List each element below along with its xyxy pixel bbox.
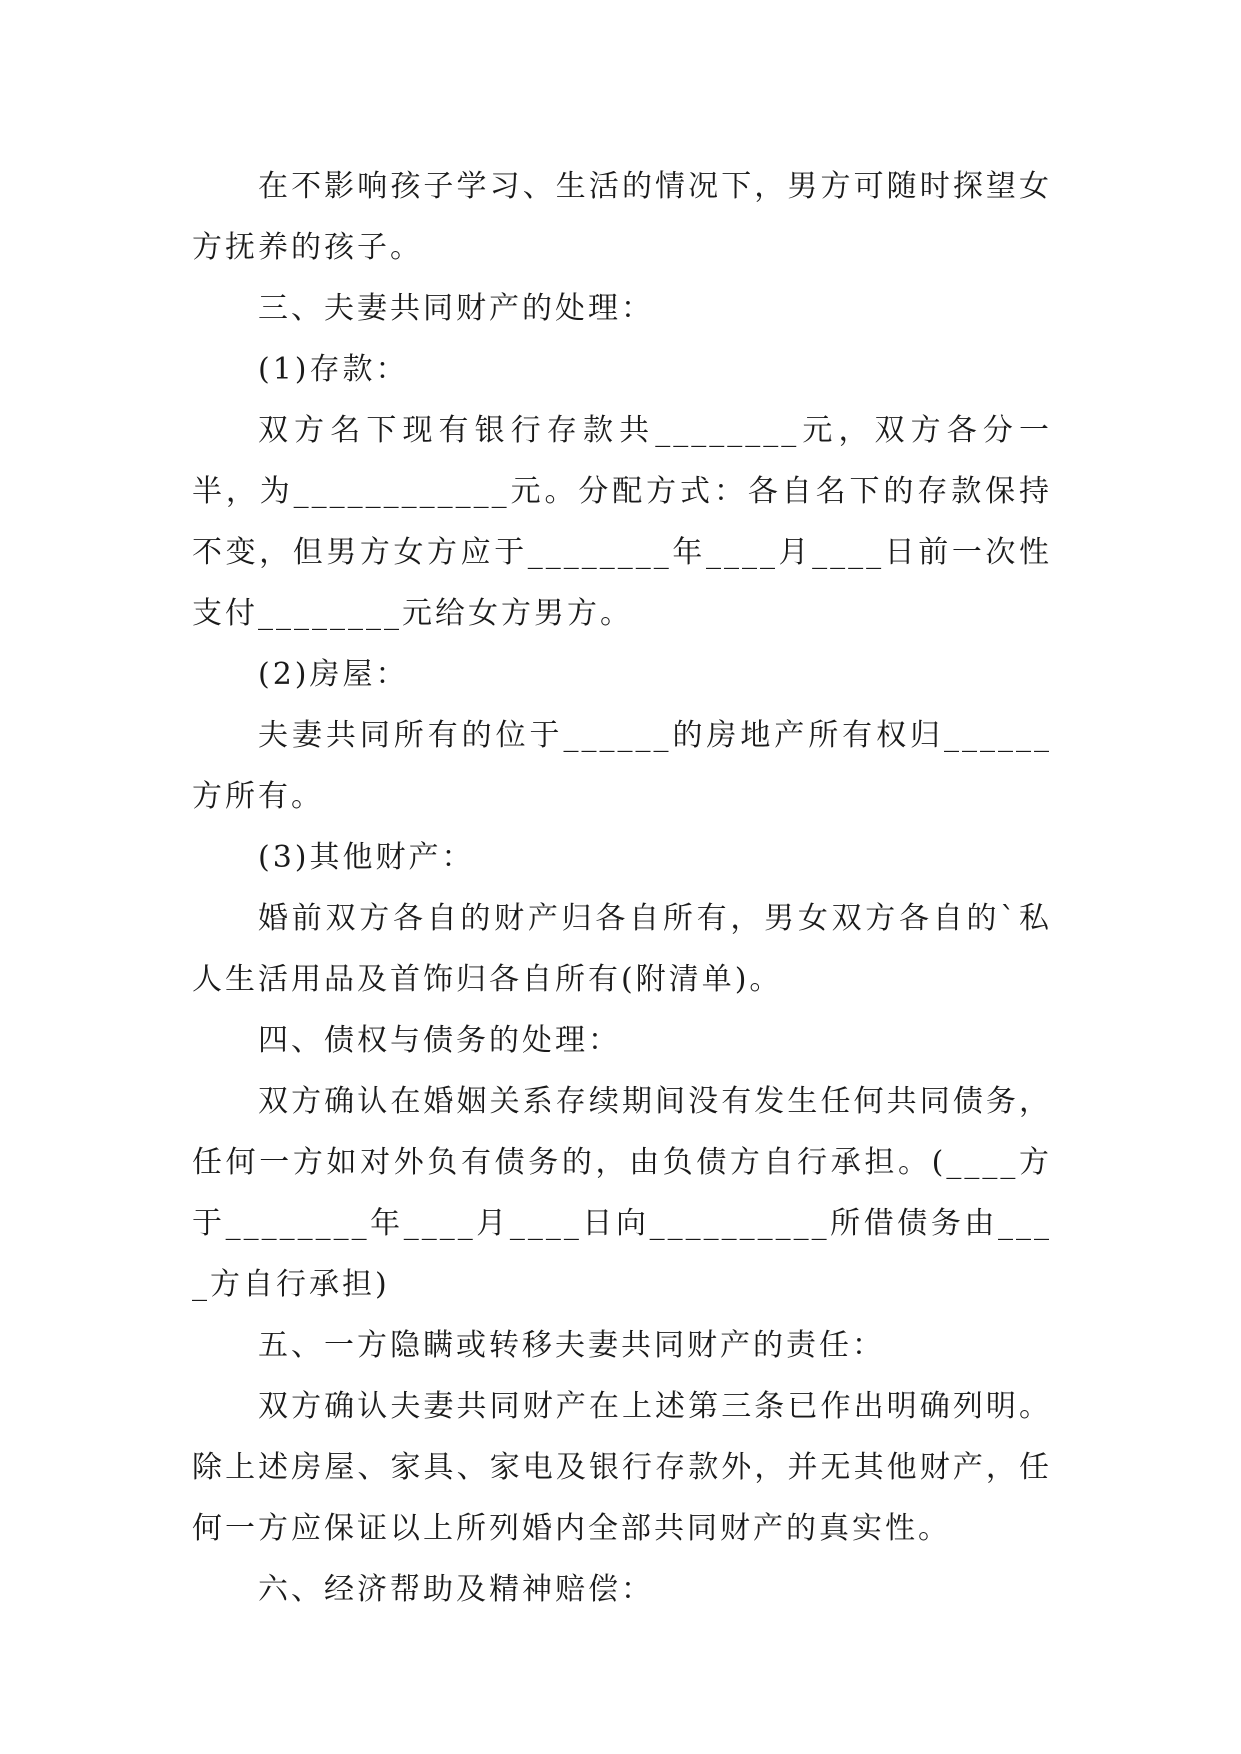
paragraph-deposits: 双方名下现有银行存款共________元，双方各分一半，为____________元。分配方式：各自名下的存款保持不变，但男方女方应于________年____月____日前一次性支付________元给女方男方。 (192, 413, 1052, 631)
paragraph-visitation: 在不影响孩子学习、生活的情况下，男方可随时探望女方抚养的孩子。 (192, 169, 1052, 265)
heading-concealment: 五、一方隐瞒或转移夫妻共同财产的责任： (258, 1328, 885, 1363)
subheading-house: (2)房屋： (258, 657, 409, 692)
paragraph-debts: 双方确认在婚姻关系存续期间没有发生任何共同债务，任何一方如对外负有债务的，由负债方自行承担。(____方于________年____月____日向__________所借债务由____方自行承担) (192, 1084, 1052, 1302)
paragraph-house: 夫妻共同所有的位于______的房地产所有权归______方所有。 (192, 718, 1052, 814)
paragraph-concealment: 双方确认夫妻共同财产在上述第三条已作出明确列明。除上述房屋、家具、家电及银行存款外，并无其他财产，任何一方应保证以上所列婚内全部共同财产的真实性。 (192, 1389, 1052, 1546)
subheading-deposits: (1)存款： (258, 352, 409, 387)
paragraph-other-property: 婚前双方各自的财产归各自所有，男女双方各自的`私人生活用品及首饰归各自所有(附清单)。 (192, 901, 1052, 997)
document-body (192, 156, 1052, 1620)
heading-debts: 四、债权与债务的处理： (258, 1023, 621, 1058)
subheading-other-property: (3)其他财产： (258, 840, 475, 875)
heading-joint-property: 三、夫妻共同财产的处理： (258, 291, 654, 326)
heading-compensation: 六、经济帮助及精神赔偿： (258, 1572, 654, 1607)
